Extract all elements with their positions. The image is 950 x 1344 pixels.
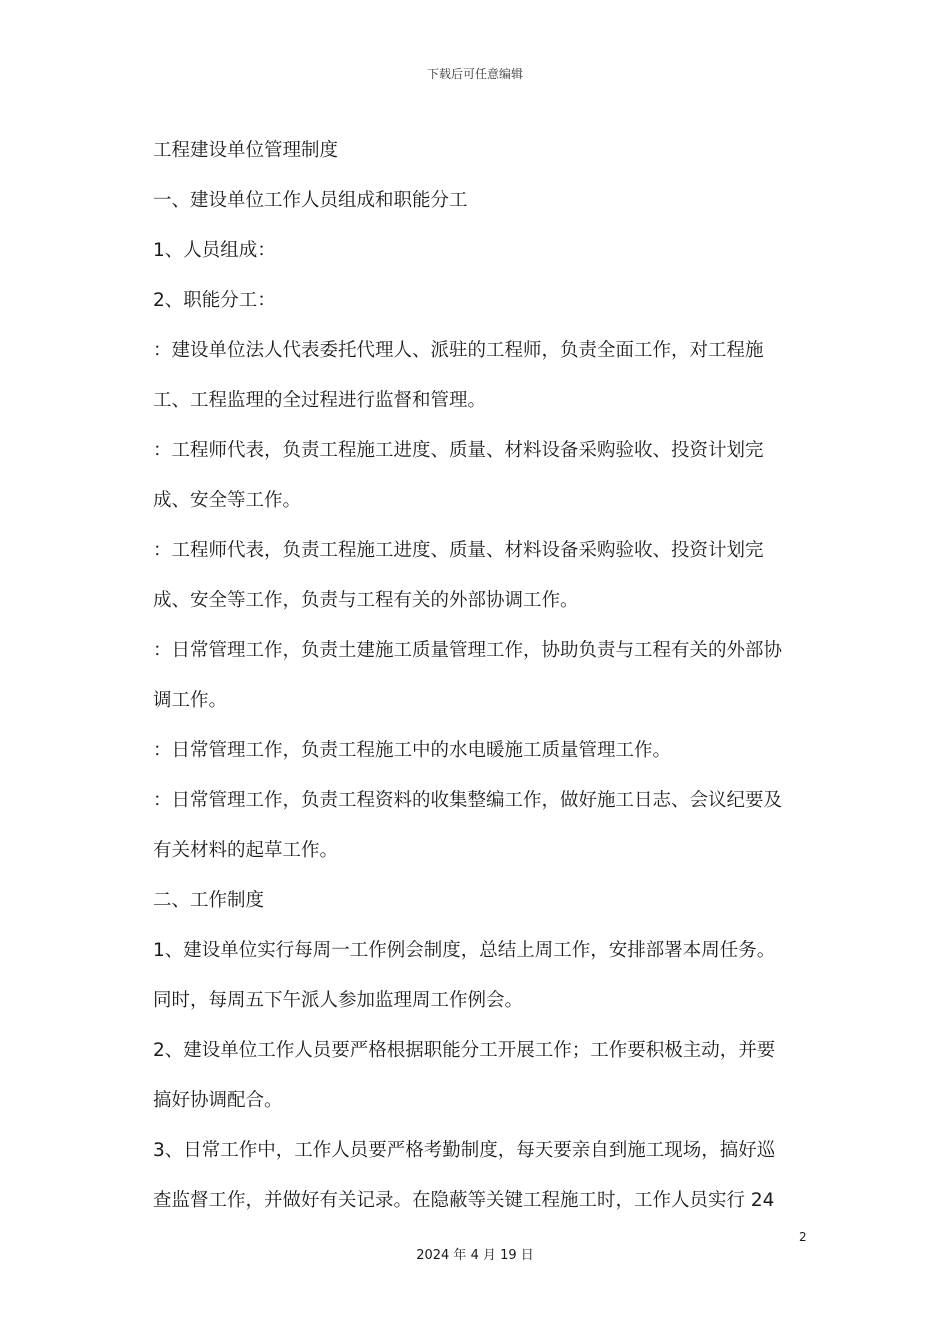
- paragraph-line: ：日常管理工作，负责工程施工中的水电暖施工质量管理工作。: [153, 740, 672, 761]
- footer-date: 2024 年 4 月 19 日: [416, 1248, 534, 1263]
- paragraph-line: ：日常管理工作，负责工程资料的收集整编工作，做好施工日志、会议纪要及: [153, 790, 783, 811]
- document-title: 工程建设单位管理制度: [153, 140, 339, 161]
- paragraph-line: 3、日常工作中，工作人员要严格考勤制度，每天要亲自到施工现场，搞好巡: [153, 1140, 776, 1161]
- paragraph-line: 有关材料的起草工作。: [153, 840, 339, 861]
- paragraph-line: 1、建设单位实行每周一工作例会制度，总结上周工作，安排部署本周任务。: [153, 940, 776, 961]
- paragraph-line: ：建设单位法人代表委托代理人、派驻的工程师，负责全面工作，对工程施: [153, 340, 764, 361]
- paragraph-line: 查监督工作，并做好有关记录。在隐蔽等关键工程施工时，工作人员实行 24: [153, 1190, 775, 1211]
- document-body: [153, 126, 813, 1226]
- paragraph-line: 调工作。: [153, 690, 228, 711]
- paragraph-line: 工、工程监理的全过程进行监督和管理。: [153, 390, 487, 411]
- paragraph-line: 2、建设单位工作人员要严格根据职能分工开展工作；工作要积极主动，并要: [153, 1040, 776, 1061]
- paragraph-line: 同时，每周五下午派人参加监理周工作例会。: [153, 990, 524, 1011]
- page-number: 2: [799, 1230, 807, 1244]
- paragraph-line: ：日常管理工作，负责土建施工质量管理工作，协助负责与工程有关的外部协: [153, 640, 783, 661]
- paragraph-line: ：工程师代表，负责工程施工进度、质量、材料设备采购验收、投资计划完: [153, 540, 764, 561]
- paragraph-line: 1、人员组成：: [153, 240, 276, 261]
- paragraph-line: 成、安全等工作，负责与工程有关的外部协调工作。: [153, 590, 579, 611]
- paragraph-line: ：工程师代表，负责工程施工进度、质量、材料设备采购验收、投资计划完: [153, 440, 764, 461]
- section-heading: 二、工作制度: [153, 890, 265, 911]
- paragraph-line: 搞好协调配合。: [153, 1090, 283, 1111]
- paragraph-line: 2、职能分工：: [153, 290, 276, 311]
- paragraph-line: 成、安全等工作。: [153, 490, 302, 511]
- page-header: 下载后可任意编辑: [426, 67, 523, 81]
- section-heading: 一、建设单位工作人员组成和职能分工: [153, 190, 468, 211]
